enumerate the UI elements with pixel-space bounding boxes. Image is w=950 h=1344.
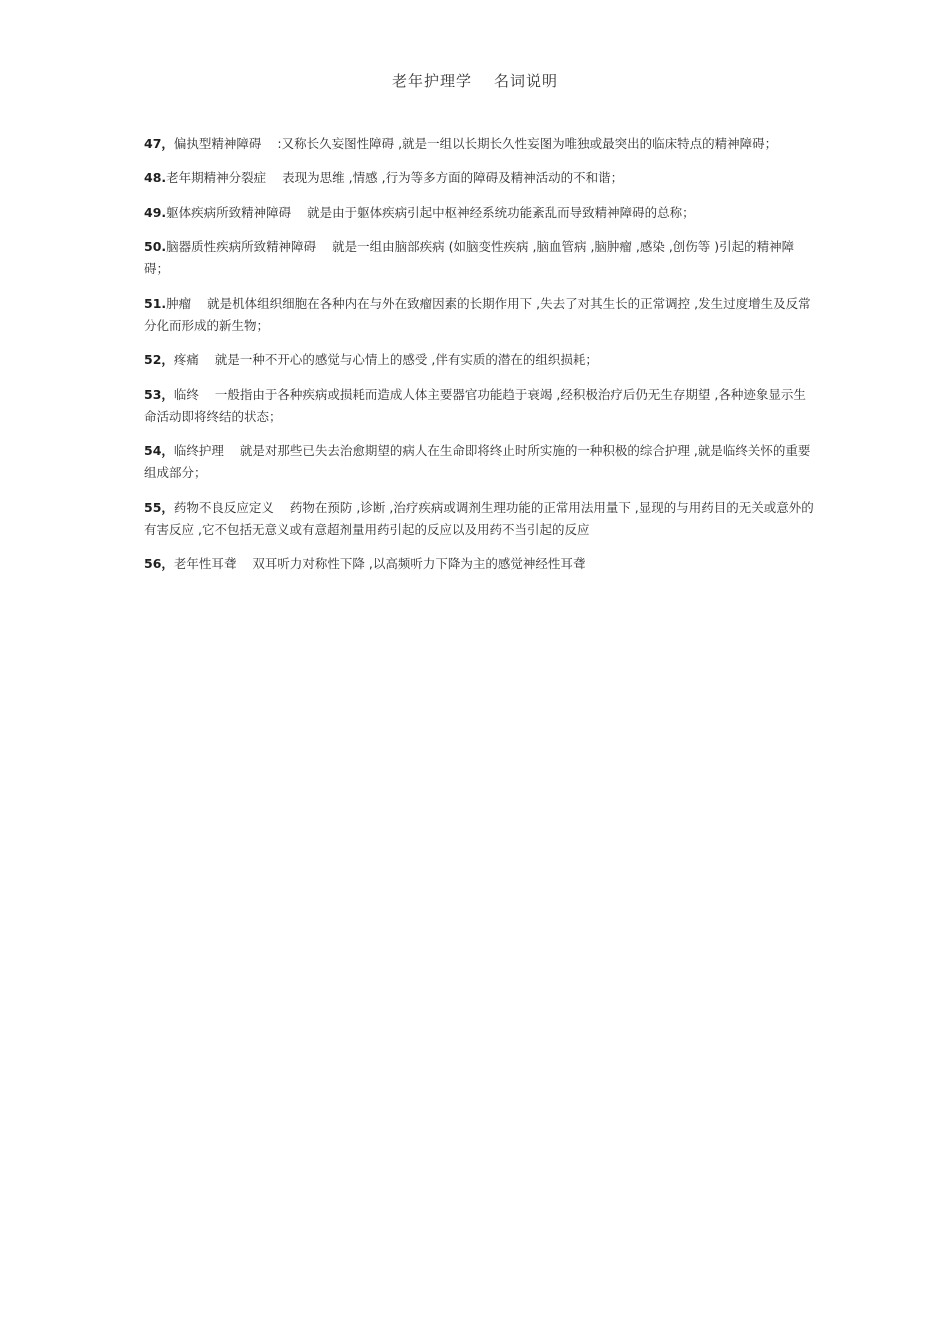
entry-number: 56， — [144, 556, 174, 571]
entry-definition: 就是一组由脑部疾病 (如脑变性疾病 ,脑血管病 ,脑肿瘤 ,感染 ,创伤等 )引起的精神障碍； — [144, 239, 795, 276]
glossary-entry — [144, 167, 814, 189]
entry-number: 53， — [144, 386, 174, 402]
entry-definition: 一般指由于各种疾病或损耗而造成人体主要器官功能趋于衰竭 ,经积极治疗后仍无生存期望 ,各种迹象显示生命活动即将终结的状态； — [144, 386, 806, 424]
glossary-entry — [144, 497, 814, 541]
glossary-entry — [144, 293, 814, 337]
entry-term: 老年期精神分裂症 — [166, 170, 267, 185]
entry-number: 48. — [144, 170, 167, 185]
glossary-entry — [144, 202, 814, 224]
glossary-entry — [144, 133, 814, 155]
entry-term: 药物不良反应定义 — [173, 499, 274, 515]
entry-definition: :又称长久妄图性障碍 ,就是一组以长期长久性妄图为唯独或最突出的临床特点的精神障碍； — [277, 135, 778, 151]
entry-term: 临终护理 — [173, 443, 224, 458]
title-section: 名词说明 — [494, 72, 559, 90]
entry-number: 49. — [144, 204, 167, 220]
entry-number: 50. — [144, 239, 167, 254]
entry-definition: 就是由于躯体疾病引起中枢神经系统功能紊乱而导致精神障碍的总称； — [307, 204, 695, 220]
glossary-entry — [144, 384, 814, 428]
entry-definition: 表现为思维 ,情感 ,行为等多方面的障碍及精神活动的不和谐； — [282, 170, 624, 185]
entry-definition: 就是对那些已失去治愈期望的病人在生命即将终止时所实施的一种积极的综合护理 ,就是临终关怀的重要组成部分； — [144, 443, 811, 480]
glossary-list — [144, 120, 814, 578]
entry-term: 偏执型精神障碍 — [173, 135, 262, 151]
entry-term: 躯体疾病所致精神障碍 — [166, 204, 292, 220]
glossary-entry — [144, 440, 814, 484]
entry-number: 47， — [144, 135, 174, 151]
entry-term: 疼痛 — [173, 352, 199, 367]
entry-term: 老年性耳聋 — [173, 556, 237, 571]
page-title — [0, 70, 950, 91]
entry-term: 肿瘤 — [166, 295, 192, 311]
glossary-entry — [144, 236, 814, 280]
entry-definition: 双耳听力对称性下降 ,以高频听力下降为主的感觉神经性耳聋 — [252, 556, 586, 571]
glossary-entry — [144, 349, 814, 371]
entry-number: 55， — [144, 499, 174, 515]
entry-definition: 药物在预防 ,诊断 ,治疗疾病或调剂生理功能的正常用法用量下 ,显现的与用药目的无关或意外的有害反应 ,它不包括无意义或有意超剂量用药引起的反应以及用药不当引起的反应 — [144, 499, 814, 537]
entry-number: 52， — [144, 352, 174, 367]
entry-term: 脑器质性疾病所致精神障碍 — [166, 239, 317, 254]
glossary-entry — [144, 553, 814, 575]
entry-definition: 就是机体组织细胞在各种内在与外在致瘤因素的长期作用下 ,失去了对其生长的正常调控 ,发生过度增生及反常分化而形成的新生物； — [144, 295, 811, 333]
entry-term: 临终 — [173, 386, 199, 402]
entry-number: 51. — [144, 295, 167, 311]
entry-definition: 就是一种不开心的感觉与心情上的感受 ,伴有实质的潜在的组织损耗； — [214, 352, 598, 367]
title-subject: 老年护理学 — [391, 72, 472, 90]
entry-number: 54， — [144, 443, 174, 458]
